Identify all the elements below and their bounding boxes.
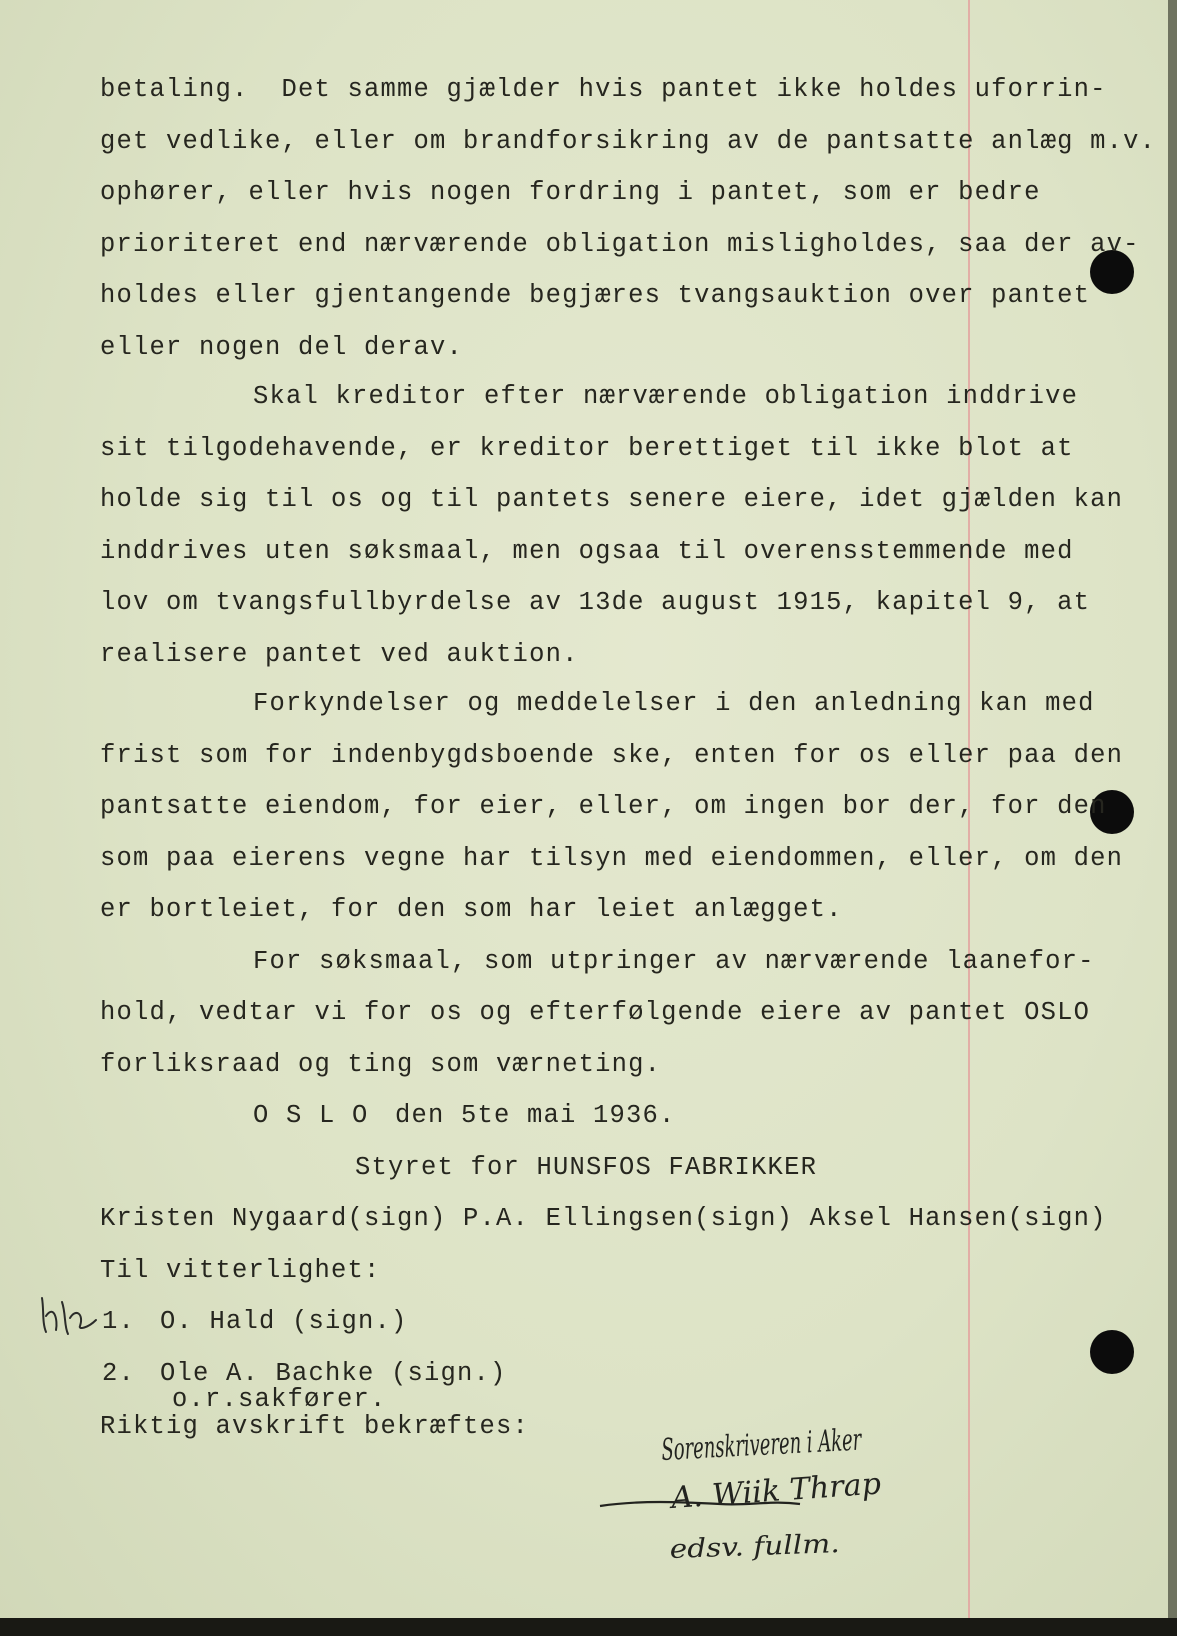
certification: Riktig avskrift bekræftes: (100, 1412, 530, 1441)
text-line: eller nogen del derav. (100, 333, 464, 362)
place: O S L O (253, 1101, 369, 1130)
signature-line-2: A. Wiik Thrap (670, 1466, 881, 1516)
text-line: lov om tvangsfullbyrdelse av 13de august 1915, kapitel 9, at (100, 588, 1091, 617)
text-line: Forkyndelser og meddelelser i den anledning kan med (253, 689, 1095, 718)
text-line: ophører, eller hvis nogen fordring i pantet, som er bedre (100, 178, 1041, 207)
witness-number: 1. (102, 1307, 136, 1336)
text-line: inddrives uten søksmaal, men ogsaa til overensstemmende med (100, 537, 1074, 566)
text-line: pantsatte eiendom, for eier, eller, om ingen bor der, for den (100, 792, 1107, 821)
text-line: prioriteret end nærværende obligation misligholdes, saa der av- (100, 230, 1140, 259)
text-line: hold, vedtar vi for os og efterfølgende eiere av pantet OSLO (100, 998, 1091, 1027)
signature-line-1: Sorenskriveren i Aker (660, 1415, 997, 1468)
board-signatures: Kristen Nygaard(sign) P.A. Ellingsen(sign) Aksel Hansen(sign) (100, 1204, 1107, 1233)
page-edge-right (1168, 0, 1177, 1636)
text-line: holde sig til os og til pantets senere eiere, idet gjælden kan (100, 485, 1124, 514)
witness-heading: Til vitterlighet: (100, 1256, 381, 1285)
punch-hole (1090, 1330, 1134, 1374)
text-line: betaling. Det samme gjælder hvis pantet ikke holdes uforrin- (100, 75, 1107, 104)
date: den 5te mai 1936. (395, 1101, 676, 1130)
text-line: realisere pantet ved auktion. (100, 640, 579, 669)
text-line: er bortleiet, for den som har leiet anlægget. (100, 895, 843, 924)
text-line: frist som for indenbygdsboende ske, enten for os eller paa den (100, 741, 1124, 770)
text-line: som paa eierens vegne har tilsyn med eiendommen, eller, om den (100, 844, 1124, 873)
text-line: forliksraad og ting som værneting. (100, 1050, 662, 1079)
initials-mark (36, 1290, 106, 1340)
witness-number: 2. (102, 1359, 136, 1388)
handwritten-signature (600, 1408, 997, 1598)
text-line: Skal kreditor efter nærværende obligation inddrive (253, 382, 1079, 411)
text-line: sit tilgodehavende, er kreditor berettiget til ikke blot at (100, 434, 1074, 463)
witness-name: O. Hald (sign.) (160, 1307, 408, 1336)
text-line: get vedlike, eller om brandforsikring av de pantsatte anlæg m.v. (100, 127, 1157, 156)
page-edge-bottom (0, 1618, 1177, 1636)
board-heading: Styret for HUNSFOS FABRIKKER (355, 1153, 818, 1182)
signature-line-3: edsv. fullm. (669, 1529, 820, 1565)
text-line: For søksmaal, som utpringer av nærværende laanefor- (253, 947, 1095, 976)
witness-title: o.r.sakfører. (172, 1385, 387, 1414)
witness-name: Ole A. Bachke (sign.) (160, 1359, 507, 1388)
text-line: holdes eller gjentangende begjæres tvangsauktion over pantet (100, 281, 1091, 310)
